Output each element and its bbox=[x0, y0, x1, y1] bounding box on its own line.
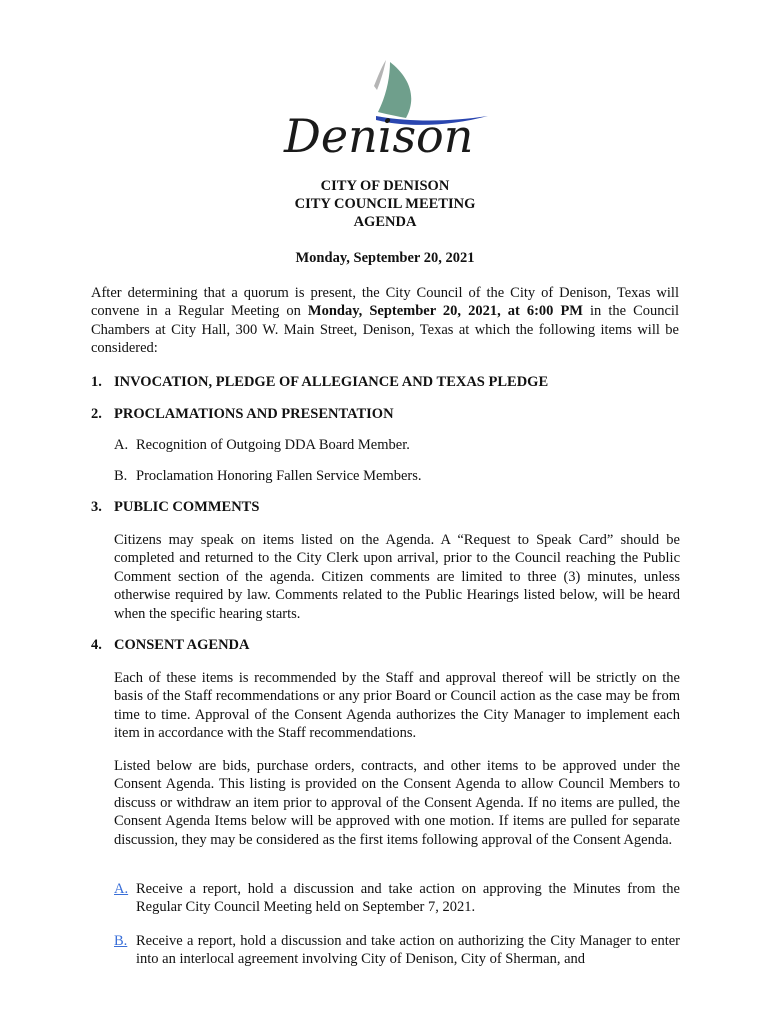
section-2-title bbox=[91, 406, 394, 423]
header-line-3: AGENDA bbox=[353, 214, 417, 230]
logo-wordmark: Denison bbox=[284, 109, 474, 162]
meeting-date: Monday, September 20, 2021 bbox=[295, 250, 475, 266]
consent-item-a-text: Receive a report, hold a discussion and take action on approving the Minutes from the Regular City Council Meeting held on September 7, 2021. bbox=[136, 881, 680, 916]
intro-text-2: in the Council Chambers at City Hall, 300 W. Main Street, Denison, Texas at which the following items will be considered: bbox=[91, 303, 679, 357]
consent-paragraph-2: Listed below are bids, purchase orders, contracts, and other items to be approved under the Consent Agenda. This listing is provided on the Consent Agenda to allow Council Members to discuss or withdraw an item prior to approval of the Consent Agenda. If no items are pulled, the Consent Agenda Items below will be approved with one motion. If items are pulled for separate discussion, they may be considered as the first items following approval of the Consent Agenda. bbox=[114, 758, 680, 848]
intro-paragraph bbox=[91, 284, 679, 358]
section-number: 1. bbox=[91, 374, 102, 390]
item-letter: B. bbox=[114, 468, 128, 484]
section-title-text: PUBLIC COMMENTS bbox=[114, 499, 260, 515]
intro-text-1: After determining that a quorum is present, the City Council of the City of Denison, Texas will convene in a Regular Meeting on bbox=[91, 285, 679, 320]
consent-item-b bbox=[114, 932, 680, 969]
public-comments-paragraph: Citizens may speak on items listed on the Agenda. A “Request to Speak Card” should be completed and returned to the City Clerk upon arrival, prior to the Council reaching the Public Comment section of the agenda. Citizen comments are limited to three (3) minutes, unless otherwise required by law. Comments related to the Public Hearings listed below, will be heard when the specific hearing starts. bbox=[114, 532, 680, 622]
consent-item-b-text: Receive a report, hold a discussion and take action on authorizing the City Manager to enter into an interlocal agreement involving City of Denison, City of Sherman, and bbox=[136, 933, 680, 968]
section-title-text: INVOCATION, PLEDGE OF ALLEGIANCE AND TEXAS PLEDGE bbox=[114, 374, 549, 390]
section-1-title bbox=[91, 374, 548, 391]
consent-item-b-link[interactable]: B. bbox=[114, 933, 128, 949]
agenda-header bbox=[0, 177, 770, 231]
header-line-1: CITY OF DENISON bbox=[320, 178, 450, 194]
section-2-item-b bbox=[114, 468, 422, 485]
header-line-2: CITY COUNCIL MEETING bbox=[294, 196, 476, 212]
consent-item-a-link[interactable]: A. bbox=[114, 881, 129, 897]
consent-item-a bbox=[114, 880, 680, 917]
section-number: 2. bbox=[91, 406, 102, 422]
section-title-text: PROCLAMATIONS AND PRESENTATION bbox=[114, 406, 394, 422]
section-2-item-a bbox=[114, 437, 410, 454]
section-number: 3. bbox=[91, 499, 102, 515]
item-text: Recognition of Outgoing DDA Board Member. bbox=[136, 437, 410, 453]
section-number: 4. bbox=[91, 637, 102, 653]
sail-gray-icon bbox=[374, 60, 386, 90]
item-letter: A. bbox=[114, 437, 129, 453]
section-3-title bbox=[91, 499, 259, 516]
city-logo bbox=[278, 56, 494, 162]
section-title-text: CONSENT AGENDA bbox=[114, 637, 250, 653]
item-text: Proclamation Honoring Fallen Service Members. bbox=[136, 468, 422, 484]
intro-bold-datetime: Monday, September 20, 2021, at 6:00 PM bbox=[307, 303, 583, 320]
consent-paragraph-1: Each of these items is recommended by the Staff and approval thereof will be strictly on the basis of the Staff recommendations or any prior Board or Council action as the case may be from time to time. Approval of the Consent Agenda authorizes the City Manager to implement each item in accordance with the Staff recommendations. bbox=[114, 670, 680, 742]
section-4-title bbox=[91, 637, 250, 654]
